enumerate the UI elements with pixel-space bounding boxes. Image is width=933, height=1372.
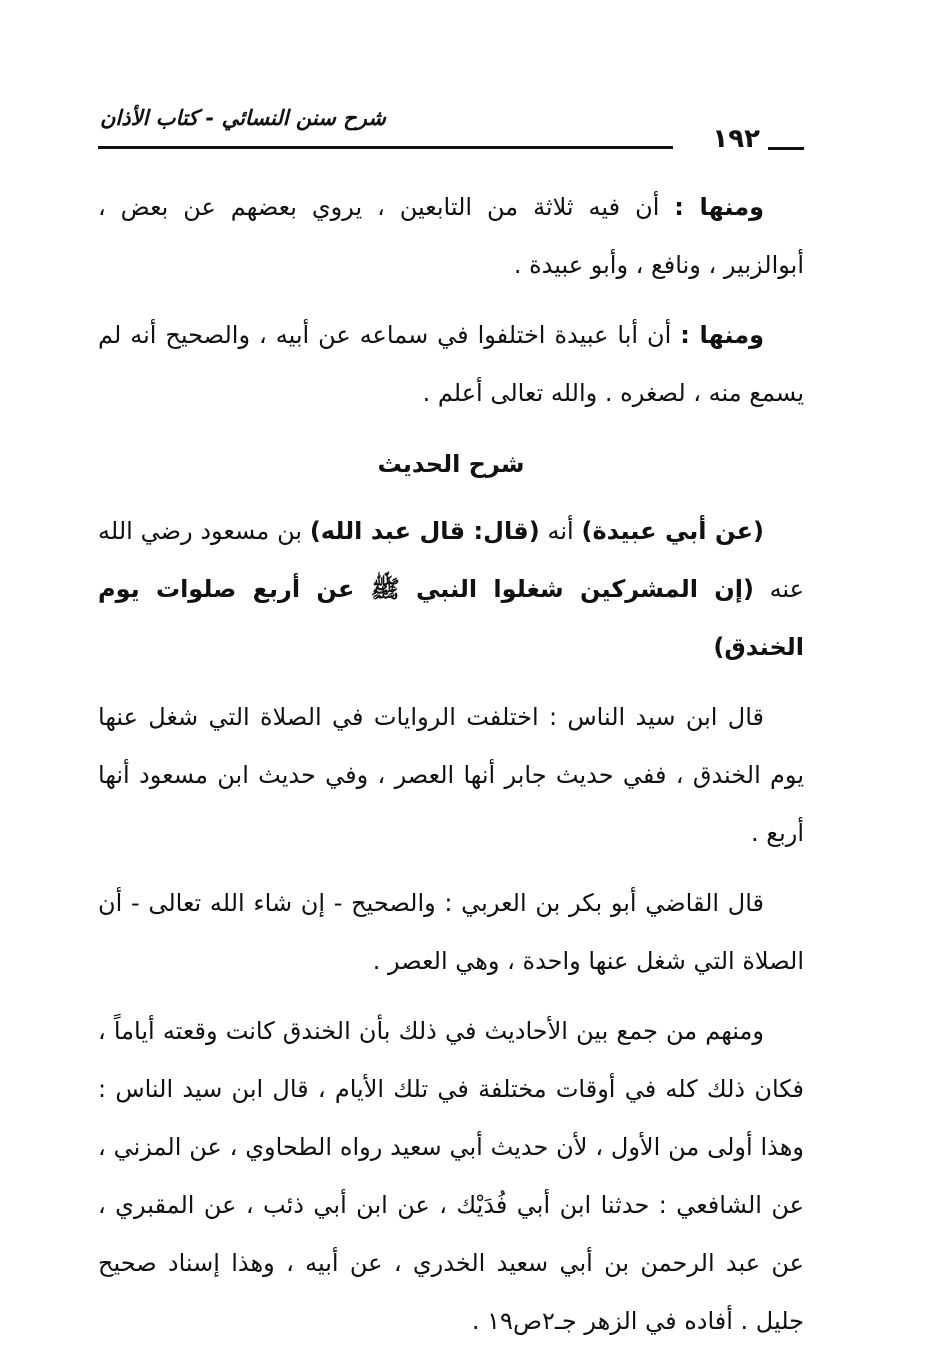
header-rule [98, 146, 673, 149]
hadith-matn: (إن المشركين شغلوا النبي ﷺ عن أربع صلوات يوم الخندق) [98, 575, 804, 661]
commentary-reconciliation: ومنهم من جمع بين الأحاديث في ذلك بأن الخندق كانت وقعته أياماً ، فكان ذلك كله في أوقات مختلفة في تلك الأيام ، قال ابن سيد الناس : وهذا أولى من الأول ، لأن حديث أبي سعيد رواه الطحاوي ، عن المزني ، عن الشافعي : حدثنا ابن أبي فُدَيْك ، عن ابن أبي ذئب ، عن المقبري ، عن عبد الرحمن بن أبي سعيد الخدري ، عن أبيه ، وهذا إسناد صحيح جليل . أفاده في الزهر جـ٢ص١٩ . [98, 1017, 804, 1335]
hadith-connector: أنه [539, 517, 582, 545]
paragraph-text: أن أبا عبيدة اختلفوا في سماعه عن أبيه ، والصحيح أنه لم يسمع منه ، لصغره . والله تعالى أعلم . [98, 321, 804, 407]
page-number: ١٩٢ [712, 124, 760, 154]
running-title: شرح سنن النسائي - كتاب الأذان [100, 106, 386, 130]
hadith-narrator: (عن أبي عبيدة) [581, 517, 764, 545]
paragraph-lead: ومنها : [680, 321, 764, 349]
paragraph-lead: ومنها : [674, 193, 764, 221]
hadith-text [98, 502, 804, 676]
paragraph-text: أن فيه ثلاثة من التابعين ، يروي بعضهم عن بعض ، أبوالزبير ، ونافع ، وأبو عبيدة . [98, 193, 804, 279]
hadith-quote-intro: (قال: قال عبد الله) [309, 517, 540, 545]
page-body [98, 178, 804, 1350]
page-header [98, 96, 804, 158]
commentary-ibn-arabi: قال القاضي أبو بكر بن العربي : والصحيح - إن شاء الله تعالى - أن الصلاة التي شغل عنها واحدة ، وهي العصر . [98, 889, 804, 975]
paragraph-isnad-taabieen [98, 178, 804, 294]
hadith-attribution: بن مسعود رضي الله عنه [98, 517, 804, 603]
book-page [98, 96, 804, 1362]
commentary-ibn-sayyid-nas: قال ابن سيد الناس : اختلفت الروايات في الصلاة التي شغل عنها يوم الخندق ، ففي حديث جابر أنها العصر ، وفي حديث ابن مسعود أنها أربع . [98, 703, 804, 847]
paragraph-abu-ubaidah [98, 306, 804, 422]
section-heading: شرح الحديث [377, 450, 525, 478]
page-number-dash [768, 147, 804, 150]
